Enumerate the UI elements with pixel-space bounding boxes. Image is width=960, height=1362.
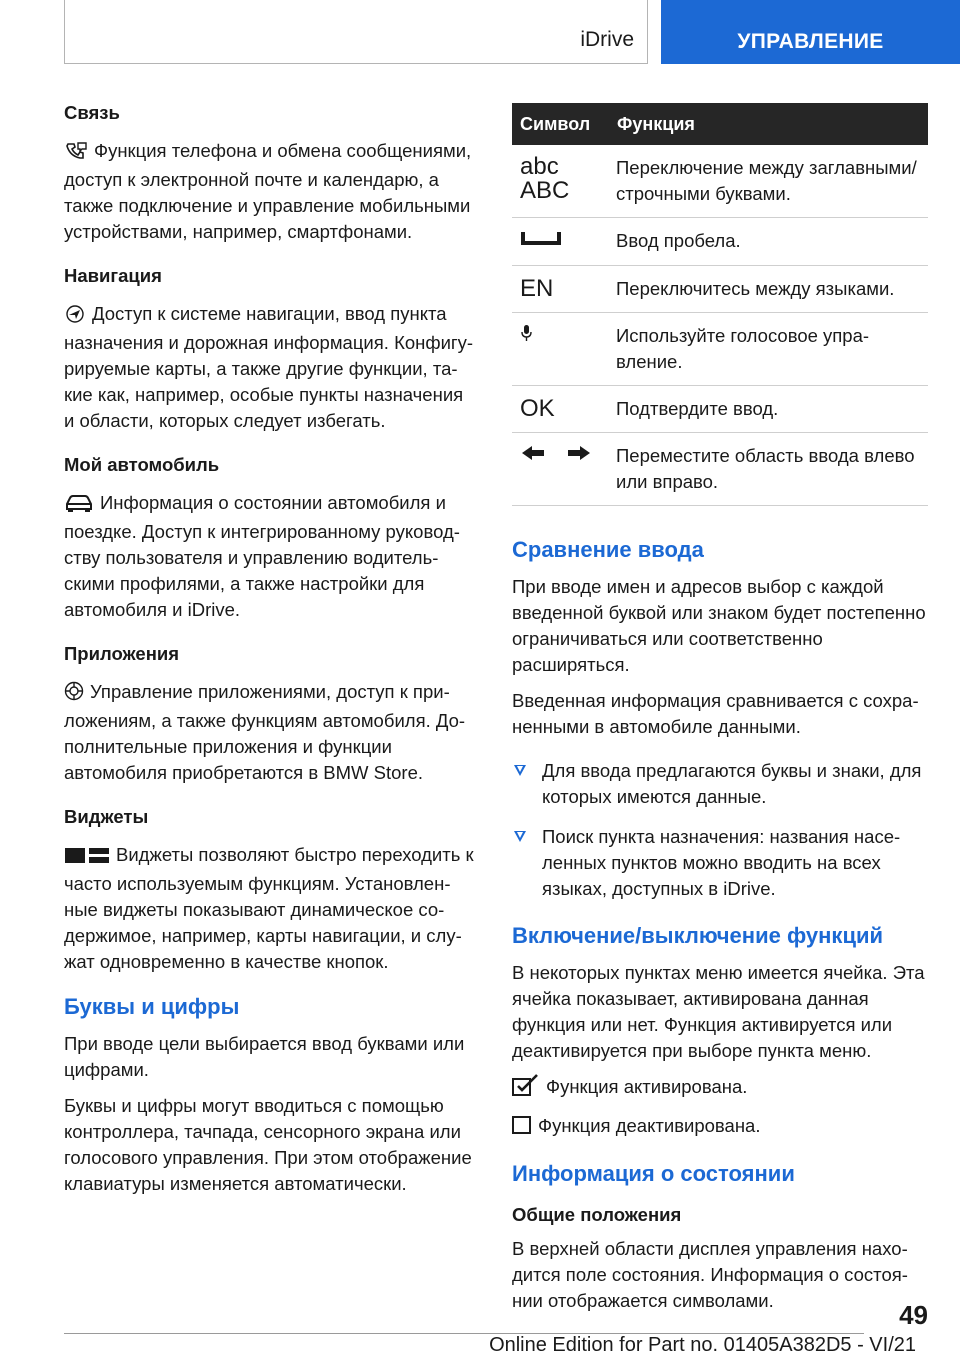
toggle-paragraph: В некоторых пунктах меню имеется ячейка. Эта ячейка показывает, активирована данная функция или нет. Функция активируется или деактивируется при выборе пункта меню. (512, 962, 925, 1061)
triangle-bullet-icon (514, 765, 526, 776)
table-row (512, 266, 928, 313)
general-title: Общие положения (512, 1204, 682, 1225)
nav-title: Навигация (64, 265, 162, 286)
table-row (512, 218, 928, 266)
arrows-symbol (512, 433, 616, 506)
checkbox-empty-icon (512, 1115, 532, 1142)
widgets-text: Виджеты позволяют быстро переходить к часто используемым функциям. Установленные виджеты показывают динамическое содержимое, например, карты навигации, и служат одновременно в качестве кнопок. (64, 844, 474, 972)
general-paragraph: В верхней области дисплея управления находится поле состояния. Информация о состоянии отображается символами. (512, 1238, 908, 1311)
table-row (512, 386, 928, 433)
compare-p2: Введенная информация сравнивается с сохраненными в автомобиле данными. (512, 690, 919, 737)
check-on-text: Функция активирована. (546, 1076, 748, 1097)
table-cell-text: Переместите область ввода влево или вправо. (616, 433, 928, 506)
bullet-text: Для ввода предлагаются буквы и знаки, для которых имеются данные. (542, 760, 922, 807)
microphone-icon (520, 326, 534, 347)
left-right-arrows-icon (520, 445, 592, 466)
nav-text: Доступ к системе навигации, ввод пункта назначения и дорожная информация. Конфигурируемые карты, а также другие функции, такие как, например, особые пункты назначения и области, которых следует избегать. (64, 303, 474, 431)
spacer (512, 506, 928, 536)
svyaz-paragraph (64, 138, 476, 245)
nav-paragraph (64, 301, 476, 434)
table-cell-text: Используйте голосовое управление. (616, 313, 928, 386)
apps-paragraph (64, 679, 476, 786)
mic-symbol (512, 313, 616, 386)
widgets-title: Виджеты (64, 806, 149, 827)
case-symbol (512, 145, 616, 218)
space-symbol (512, 218, 616, 266)
letters-p2: Буквы и цифры могут вводиться с помощью контроллера, тачпада, сенсорного экрана или голосового управления. При этом отображение клавиатуры изменяется автоматически. (64, 1095, 472, 1194)
header-frame (64, 0, 648, 64)
table-cell-text: Переключение между заглавными/строчными буквами. (616, 145, 928, 218)
table-row (512, 313, 928, 386)
letters-heading: Буквы и цифры (64, 994, 240, 1019)
car-paragraph (64, 490, 476, 623)
apps-gear-icon (64, 681, 84, 708)
header-chapter: УПРАВЛЕНИЕ (661, 0, 960, 64)
car-icon (64, 493, 94, 519)
triangle-bullet-icon (514, 831, 526, 842)
bullet-text: Поиск пункта назначения: названия населенных пунктов можно вводить на всех языках, доступных в iDrive. (542, 826, 901, 899)
apps-title: Приложения (64, 643, 180, 664)
letters-p1: При вводе цели выбирается ввод буквами или цифрами. (64, 1033, 465, 1080)
svyaz-text: Функция телефона и обмена сообщениями, доступ к электронной почте и календарю, а также подключение и управление мобильными устройствами, например, смартфонами. (64, 140, 472, 242)
check-off-text: Функция деактивирована. (538, 1115, 761, 1136)
header-section: iDrive (580, 28, 634, 51)
widgets-paragraph (64, 842, 476, 975)
left-column (64, 100, 476, 1215)
table-head-symbol: Символ (512, 103, 616, 145)
phone-msg-icon (64, 141, 88, 167)
ok-symbol: OK (512, 386, 616, 433)
apps-text: Управление приложениями, доступ к приложениям, а также функциям автомобиля. Дополнительные приложения и функции автомобиля приобретаются в BMW Store. (64, 681, 466, 783)
table-row (512, 145, 928, 218)
compare-p1: При вводе имен и адресов выбор с каждой введенной буквой или знаком будет постепенно ограничиваться или соответственно расширяться. (512, 576, 926, 675)
footer-edition: Online Edition for Part no. 01405A382D5 - VI/21 (489, 1334, 916, 1356)
toggle-heading: Включение/выключение функций (512, 923, 884, 948)
svyaz-title: Связь (64, 102, 120, 123)
case-symbol-upper: ABC (520, 177, 570, 204)
list-item (512, 758, 928, 810)
navigation-arrow-icon (64, 304, 86, 330)
right-column (512, 103, 928, 1332)
compare-heading: Сравнение ввода (512, 537, 704, 562)
widgets-icon (64, 845, 110, 871)
check-on-row (512, 1074, 928, 1103)
table-header-row (512, 103, 928, 145)
table-cell-text: Переключитесь между языками. (616, 266, 928, 313)
lang-symbol: EN (512, 266, 616, 313)
table-row (512, 433, 928, 506)
table-head-function: Функция (616, 103, 928, 145)
page-number: 49 (899, 1300, 928, 1330)
car-text: Информация о состоянии автомобиля и поездке. Доступ к интегрированному руководству пользователя и управлению водительскими профилями, а также настройки для автомобиля и iDrive. (64, 492, 460, 620)
car-title: Мой автомобиль (64, 454, 220, 475)
check-off-row (512, 1113, 928, 1142)
list-item (512, 824, 928, 902)
symbol-table (512, 103, 928, 506)
table-cell-text: Ввод пробела. (616, 218, 928, 266)
table-cell-text: Подтвердите ввод. (616, 386, 928, 433)
checkbox-checked-icon (512, 1074, 540, 1103)
case-symbol-lower: abc (520, 153, 559, 180)
status-heading: Информация о состоянии (512, 1161, 795, 1186)
space-key-icon (520, 231, 562, 252)
